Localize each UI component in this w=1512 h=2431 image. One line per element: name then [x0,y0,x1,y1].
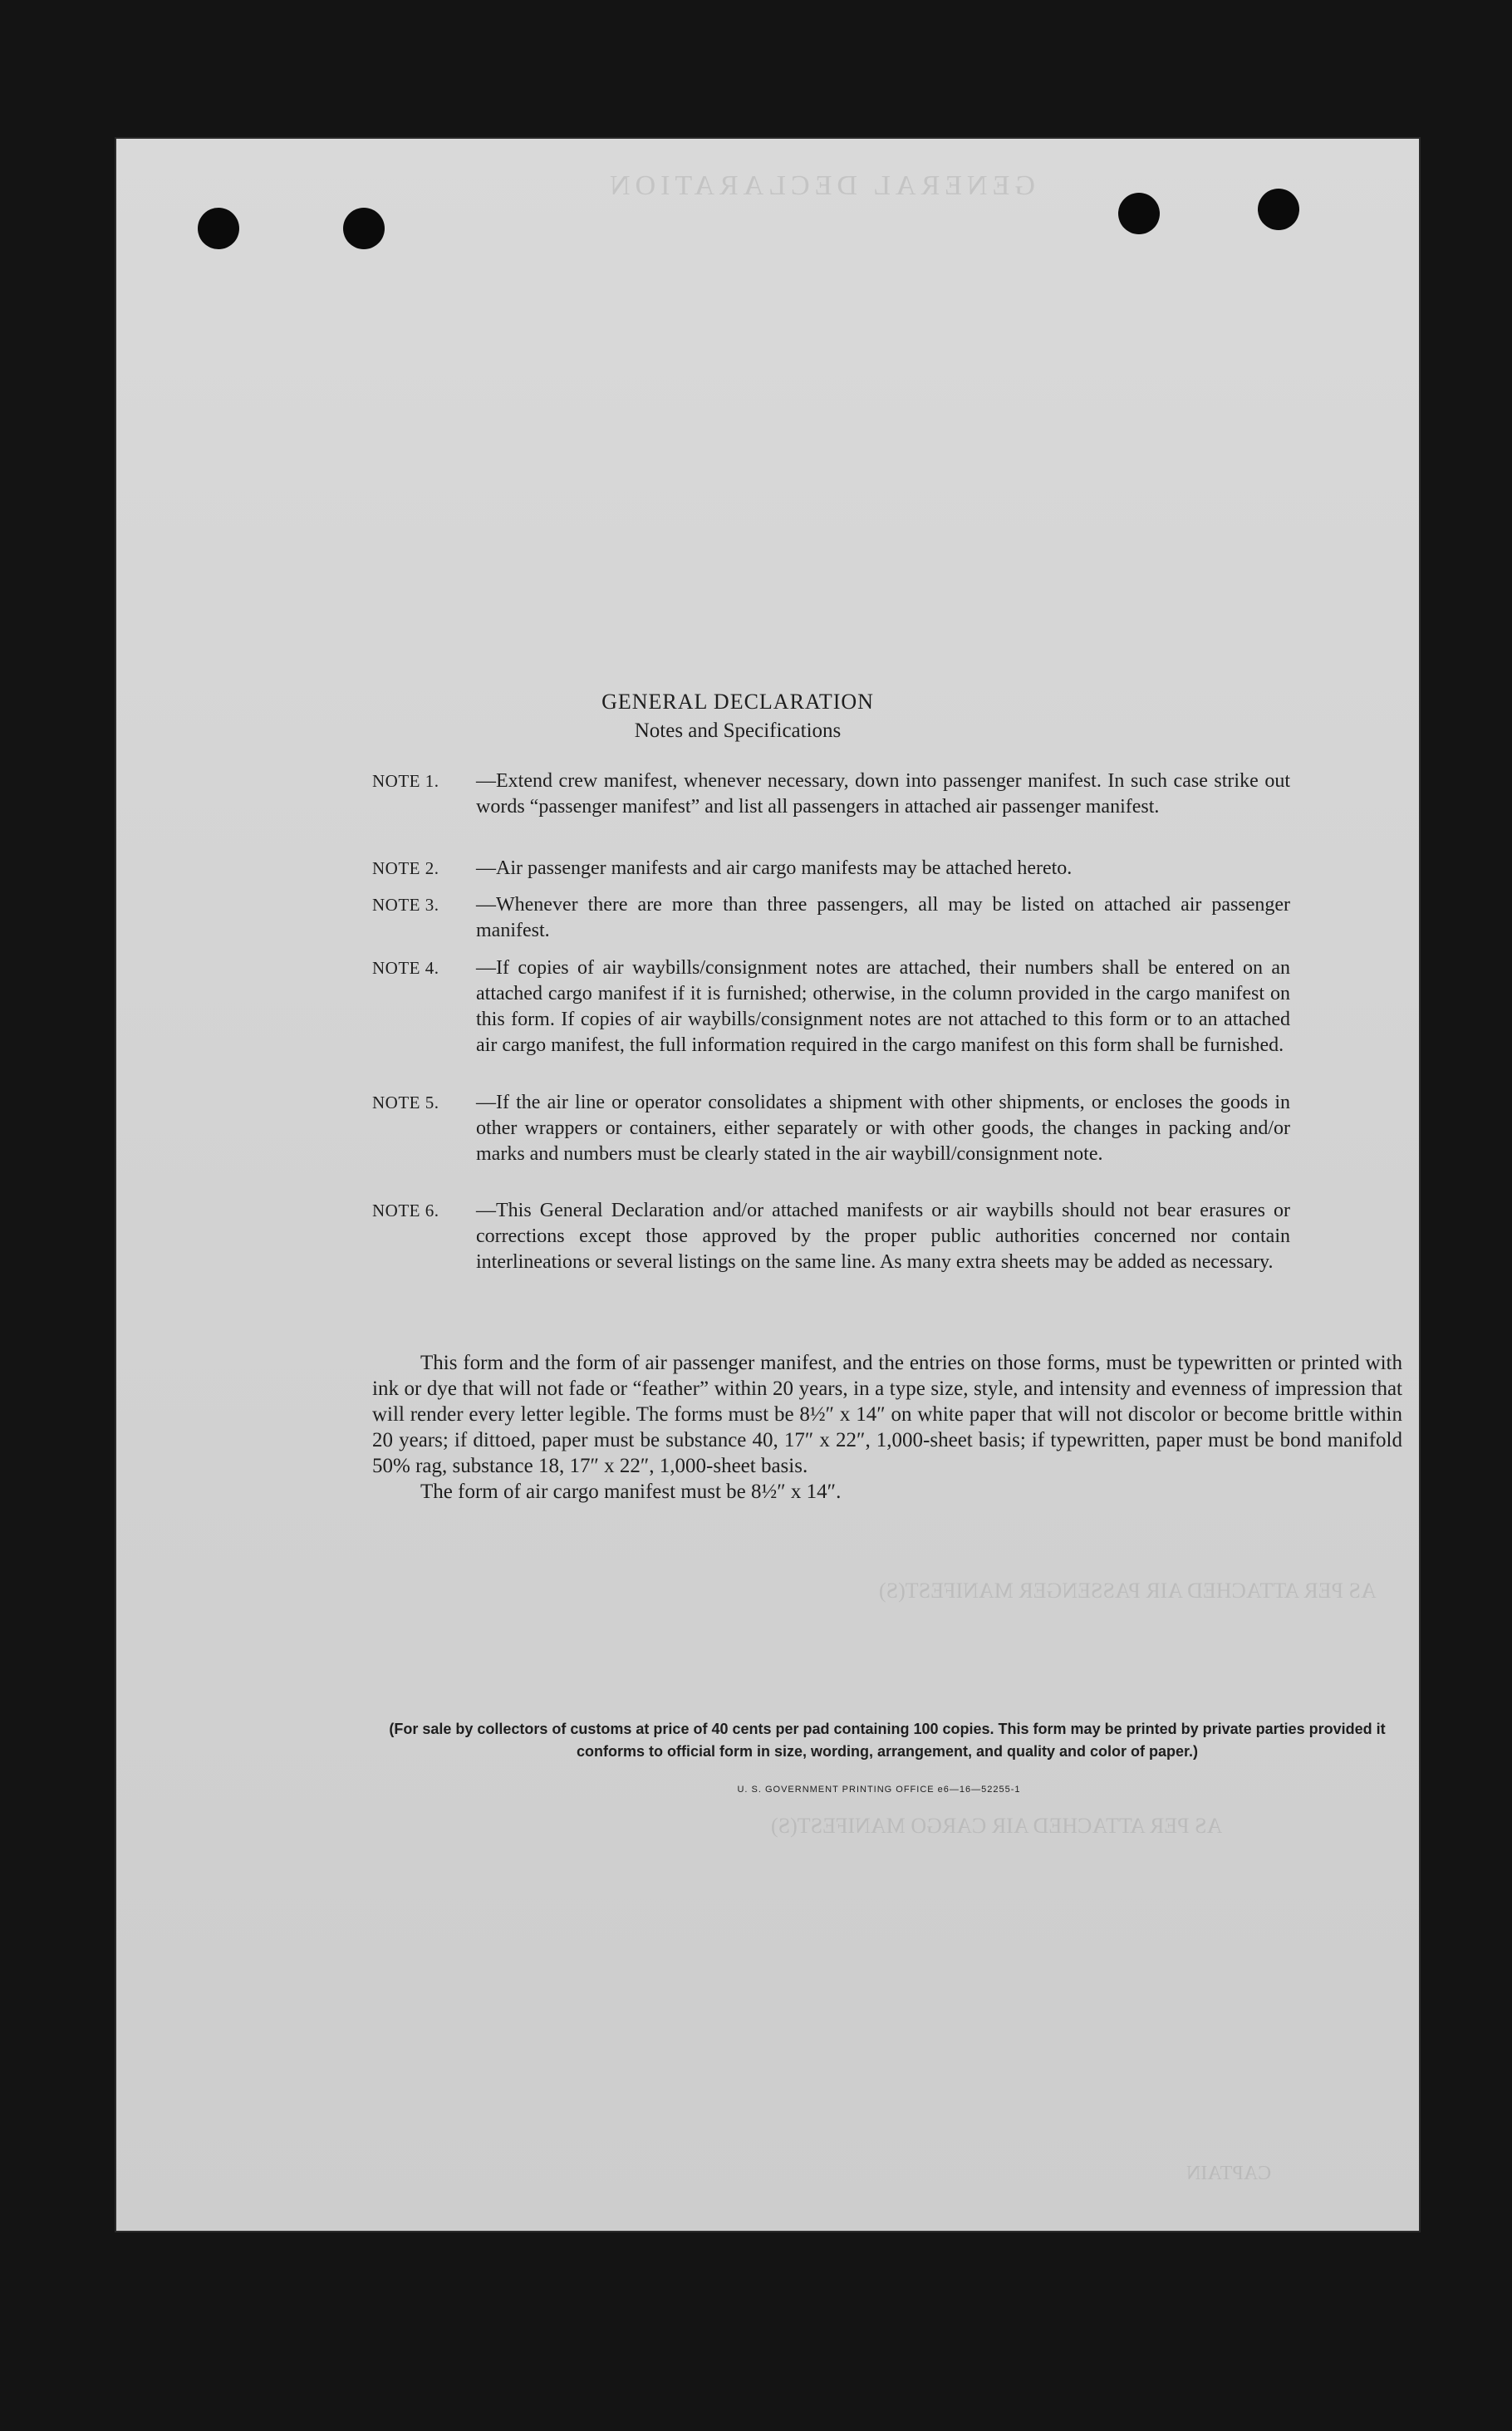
page-subtitle: Notes and Specifications [634,719,842,742]
note-text: —If copies of air waybills/consignment notes are attached, their numbers shall be entered on an attached cargo manifest if it is furnished; otherwise, in the column provided in the cargo manifest on this form. If copies of air waybills/consignment notes are not attached to this form or to an attached air cargo manifest, the full information required in the cargo manifest on this form shall be furnished. [476,957,1290,1056]
note-label: NOTE 2. [372,858,439,878]
note-1 [256,769,1290,820]
note-text: —Whenever there are more than three passengers, all may be listed on attached air passenger manifest. [476,894,1290,941]
bleed-through-bottom: CAPTAIN [1186,2163,1272,2184]
bleed-through-top: GENERAL DECLARATION [605,170,1035,201]
note-text: —If the air line or operator consolidates a shipment with other shipments, or encloses the goods in other wrappers or containers, either separately or with other goods, the changes in packing and/or marks and numbers must be clearly stated in the air waybill/consignment note. [476,1092,1290,1165]
note-4 [256,955,1290,1058]
note-2 [256,856,1290,882]
note-label: NOTE 1. [372,771,439,791]
note-text: —Extend crew manifest, whenever necessary, down into passenger manifest. In such case strike out words “passenger manifest” and list all passengers in attached air passenger manifest. [476,770,1290,818]
note-label: NOTE 5. [372,1093,439,1112]
punch-hole-3 [1118,193,1160,234]
note-6 [256,1198,1290,1275]
page-title: GENERAL DECLARATION [601,690,874,714]
document-page [115,137,1421,2232]
punch-hole-1 [198,208,239,249]
note-text: —Air passenger manifests and air cargo manifests may be attached hereto. [476,857,1073,879]
cargo-manifest-size-paragraph: The form of air cargo manifest must be 8½″ x 14″. [420,1481,842,1503]
note-label: NOTE 6. [372,1201,439,1220]
format-requirements-paragraph: This form and the form of air passenger manifest, and the entries on those forms, must be typewritten or printed with ink or dye that will not fade or “feather” within 20 years, in a type size, style, and intensity and evenness of impression that will render every letter legible. The forms must be 8½″ x 14″ on white paper that will not discolor or become brittle within 20 years; if dittoed, paper must be substance 40, 17″ x 22″, 1,000-sheet basis; if typewritten, paper must be bond manifold 50% rag, substance 18, 17″ x 22″, 1,000-sheet basis. [372,1352,1402,1477]
sale-notice: (For sale by collectors of customs at price of 40 cents per pad containing 100 copies. This form may be printed by private parties provided it conforms to official form in size, wording, arrangement, and quality and color of paper.) [389,1721,1386,1760]
punch-hole-2 [343,208,385,249]
note-label: NOTE 3. [372,895,439,915]
note-3 [256,892,1290,944]
bleed-through-middle: AS PER ATTACHED AIR PASSENGER MANIFEST(S) [879,1579,1377,1603]
note-label: NOTE 4. [372,958,439,978]
note-5 [256,1090,1290,1167]
note-text: —This General Declaration and/or attached manifests or air waybills should not bear erasures or corrections except those approved by the proper public authorities concerned nor contain interlineations or several listings on the same line. As many extra sheets may be added as necessary. [476,1200,1290,1273]
printer-line: U. S. GOVERNMENT PRINTING OFFICE e6—16—52255-1 [737,1785,1021,1795]
bleed-through-lower: AS PER ATTACHED AIR CARGO MANIFEST(S) [771,1814,1223,1838]
punch-hole-4 [1258,189,1299,230]
